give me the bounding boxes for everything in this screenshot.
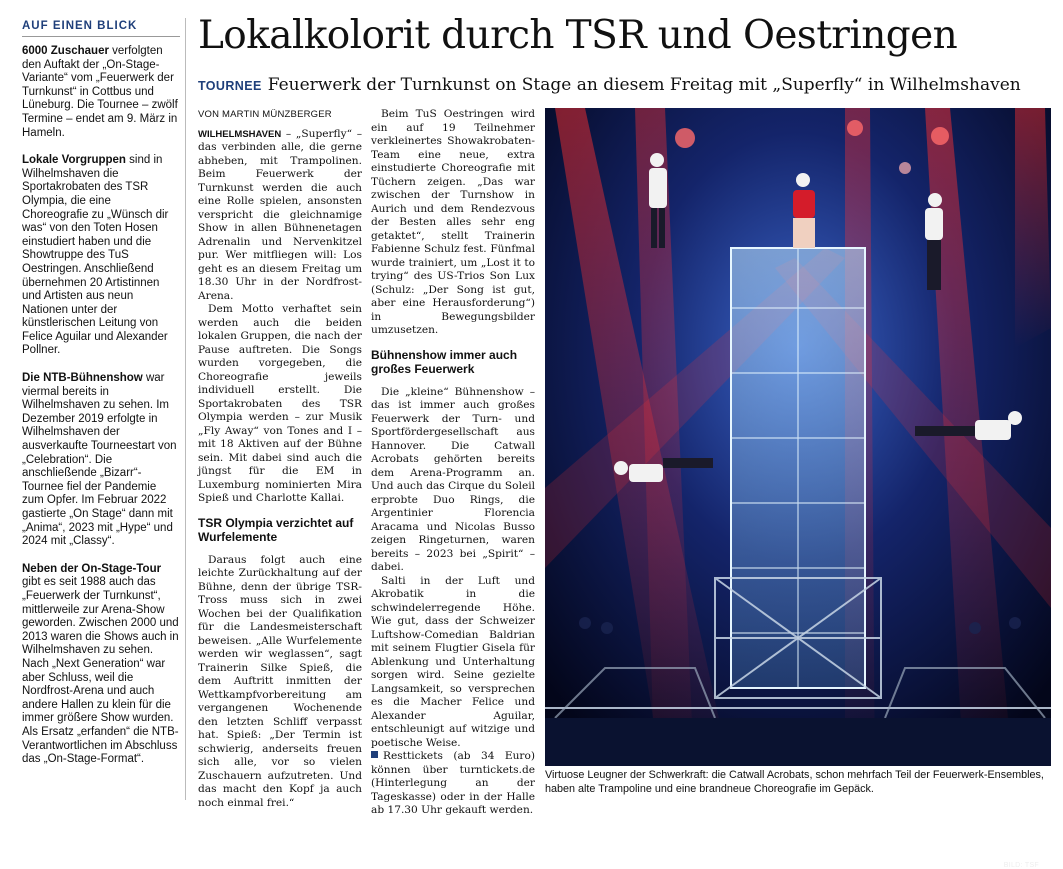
byline: VON MARTIN MÜNZBERGER <box>198 109 332 120</box>
column-divider <box>185 18 186 800</box>
photo-caption: Virtuose Leugner der Schwerkraft: die Catwall Acrobats, schon mehrfach Teil der Feuerwerk-Ensembles, haben alte Trampoline und eine brandneue Choreografie im Gepäck. <box>545 766 1055 796</box>
body-paragraph: Die „kleine“ Bühnenshow – das ist immer auch großes Feuerwerk der Turn- und Sportfördergesellschaft aus Hannover. Die Catwall Acrobats gehörten bereits dem Arena-Programm an. Und auch das Cirque du Soleil erprobte Duo Rings, die Argentinier Florencia Aracama und Nicolas Busso zeigen Ringeturnen, waren bereits – 2023 bei „Spirit“ – dabei. <box>371 385 535 573</box>
info-lead: Neben der On-Stage-Tour <box>22 562 162 575</box>
info-box <box>22 20 180 800</box>
info-text: sind in Wilhelmshaven die Sportakrobaten des TSR Olympia, die eine Choreografie zu „Wünsch dir was“ von den Toten Hosen einstudiert haben und die Showtruppe des TuS Oestringen. Anschließend übernehmen 20 Artistinnen und Artisten aus neun Nationen unter der künstlerischen Leitung von Felice Aguilar und Alexander Pollner. <box>22 154 169 357</box>
ticket-text: Resttickets (ab 34 Euro) können über turntickets.de (Hinterlegung an der Tageskasse) oder in der Halle ab 17.30 Uhr gekauft werden. <box>371 750 535 816</box>
dateline: WILHELMSHAVEN <box>198 128 282 140</box>
body-text: – „Superfly“ – das verbinden alle, die gerne abheben, mit Trampolinen. Beim Feuerwerk der Turnkunst werden die auch eine Rolle spielen, ansonsten verspricht die gleichnamige Show in allen Bühnenetagen Adrenalin und Nervenkitzel pur. Wer mitfliegen will: Los geht es an diesem Freitag um 18.30 Uhr in der Nordfrost-Arena. <box>198 127 362 302</box>
article-column-1 <box>198 108 362 809</box>
square-bullet-icon <box>371 751 378 758</box>
info-box-heading: AUF EINEN BLICK <box>22 20 180 37</box>
kicker: TOURNEE <box>198 79 262 93</box>
info-box-paragraph <box>22 45 180 140</box>
article-headline: Lokalkolorit durch TSR und Oestringen <box>198 13 958 58</box>
info-box-paragraph <box>22 154 180 358</box>
info-text: war viermal bereits in Wilhelmshaven zu sehen. Im Dezember 2019 erfolgte in Wilhelmshaven der ausverkaufte Tourneestart von „Celebration“. Die anschließende „Bizarr“-Tournee fiel der Pandemie zum Opfer. Im Februar 2022 gastierte „On Stage“ dann mit „Anima“, 2023 mit „Hype“ und 2024 mit „Classy“. <box>22 372 177 548</box>
article-subheadline <box>198 74 1048 97</box>
article-photo <box>545 108 1051 869</box>
photo-credit: BILD: TSF <box>1003 862 1039 869</box>
article-column-2 <box>371 108 535 816</box>
info-lead: Die NTB-Bühnenshow <box>22 372 143 385</box>
body-paragraph: Dem Motto verhaftet sein werden auch die beiden lokalen Gruppen, die nach der Pause auftreten. Die Songs wurden vorgegeben, die Choreografie jeweils individuell erstellt. Die Sportakrobaten des TSR Olympia werden – zur Musik „Fly Away“ von Tones and I – mit 18 Aktiven auf der Bühne sein. Mit dabei sind auch die jüngst für die EM in Luxemburg nominierten Mira Spieß und Charlotte Kallai. <box>198 303 362 504</box>
body-paragraph: Daraus folgt auch eine leichte Zurückhaltung auf der Bühne, denn der übrige TSR-Tross muss sich in zwei Wochen bei der Qualifikation für die Landesmeisterschaft beweisen. „Alle Wurfelemente werden wir weglassen“, sagt Trainerin Silke Spieß, die dem Auftritt inmitten der Wettkampfvorbereitung am vergangenen Wochenende den letzten Schliff verpasst hat. Spieß: „Der Termin ist schwierig, anderseits freuen sich alle, vor so vielen Zuschauern aufzutreten. Und das macht den Kopf ja auch noch einmal frei.“ <box>198 553 362 809</box>
info-lead: Lokale Vorgruppen <box>22 154 126 167</box>
ticket-info <box>371 750 535 818</box>
body-paragraph <box>198 128 362 304</box>
acrobats-stage-image <box>545 108 1051 792</box>
info-text: verfolgten den Auftakt der „On-Stage-Variante“ vom „Feuerwerk der Turnkunst“ in Cottbus und Lüneburg. Die Tournee – zwölf Termine – endet am 9. März in Hameln. <box>22 45 178 139</box>
info-box-paragraph <box>22 372 180 549</box>
body-paragraph: Beim TuS Oestringen wird ein auf 19 Teilnehmer verkleinertes Showakrobaten-Team eine neue, extra einstudierte Choreografie mit Tüchern zeigen. „Das war zwischen der Turnshow in Aurich und dem Rendezvous der Besten alles sehr eng getaktet“, stellt Trainerin Fabienne Schulz fest. Fünfmal wurde trainiert, um „Lost it to trying“ des US-Trios Son Lux (Schulz: „Der Song ist gut, aber eine Herausforderung“) in Bewegungsbilder umzusetzen. <box>371 108 535 336</box>
section-subhead: TSR Olympia verzichtet auf Wurfelemente <box>198 515 354 544</box>
subheadline-text: Feuerwerk der Turnkunst on Stage an diesem Freitag mit „Superfly“ in Wilhelmshaven <box>267 75 1021 95</box>
info-text: gibt es seit 1988 auch das „Feuerwerk der Turnkunst“, mittlerweile zur Arena-Show geworden. Zwischen 2000 und 2013 waren die Shows auch in Wilhelmshaven zu sehen. Nach „Next Generation“ war aber Schluss, weil die Nordfrost-Arena und auch andere Hallen zu klein für die immer größere Show wurden. Als Ersatz „erfanden“ die NTB-Verantwortlichen im Abschluss das „On-Stage-Format“. <box>22 576 179 766</box>
info-lead: 6000 Zuschauer <box>22 45 109 57</box>
info-box-paragraph <box>22 563 180 767</box>
body-paragraph: Salti in der Luft und Akrobatik in die schwindelerregende Höhe. Wie gut, dass der Schweizer Luftshow-Comedian Baldrian mit seinem Flugtier Gisela für Ablenkung und Unterhaltung sorgen wird. Seine gezielte Langsamkeit, so versprechen es die Macher Felice und Alexander Aguilar, entschleunigt auf witzige und poetische Weise. <box>371 574 535 749</box>
section-subhead: Bühnenshow immer auch großes Feuerwerk <box>371 347 518 376</box>
